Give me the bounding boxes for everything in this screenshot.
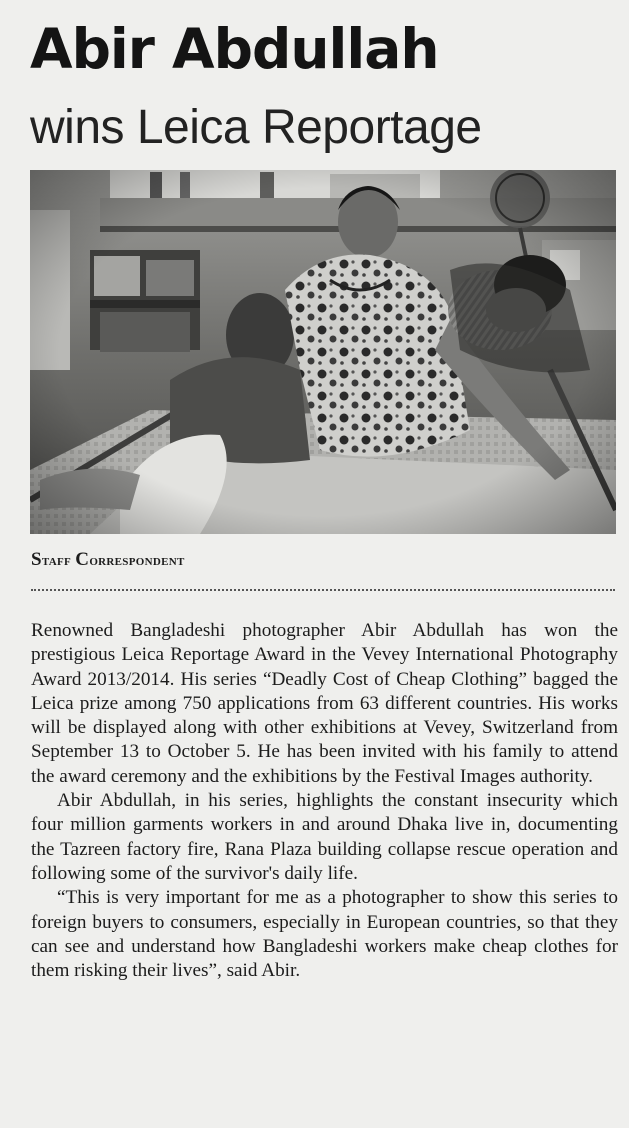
byline-initial-2: C xyxy=(75,549,90,570)
byline-word-2: orrespondent xyxy=(89,552,185,569)
paragraph-2: Abir Abdullah, in his series, highlights the constant insecurity which four million garments workers in and around Dhaka live in, documenting the Tazreen factory fire, Rana Plaza building collapse rescue operation and following some of the survivor's daily life. xyxy=(31,790,618,884)
article-photo xyxy=(30,170,616,534)
byline-word-1: taff xyxy=(41,552,76,569)
subheadline: wins Leica Reportage xyxy=(30,101,482,154)
byline xyxy=(31,549,185,571)
paragraph-1: Renowned Bangladeshi photographer Abir Abdullah has won the prestigious Leica Reportage Award in the Vevey International Photography Award 2013/2014. His series “Deadly Cost of Cheap Clothing” bagged the Leica prize among 750 applications from 63 different countries. His works will be displayed along with other exhibitions at Vevey, Switzerland from September 13 to October 5. He has been invited with his family to attend the award ceremony and the exhibitions by the Festival Images authority. xyxy=(31,620,618,787)
headline: Abir Abdullah xyxy=(30,17,439,81)
byline-initial-1: S xyxy=(31,549,42,570)
article-body xyxy=(31,619,618,983)
paragraph-3: “This is very important for me as a photographer to show this series to foreign buyers to consumers, especially in European countries, so that they can see and understand how Bangladeshi workers make cheap clothes for them risking their lives”, said Abir. xyxy=(31,887,618,982)
dotted-divider xyxy=(31,589,615,591)
